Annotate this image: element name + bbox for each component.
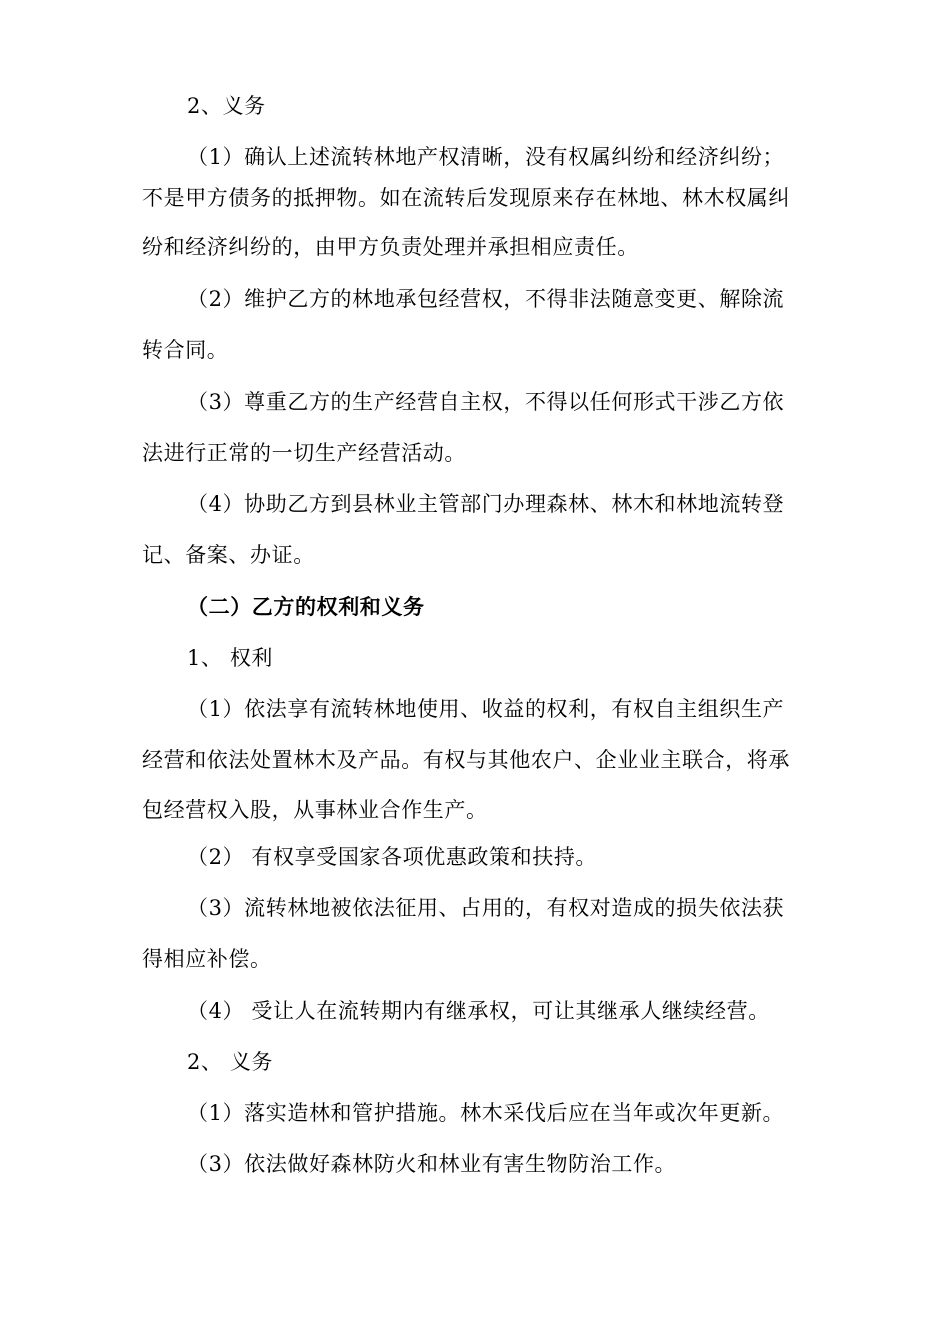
paragraph-line: 转合同。 [142,338,229,362]
section-heading-obligations: 2、义务 [187,94,266,118]
subsection-heading-obligations: 2、 义务 [187,1050,274,1074]
paragraph-line: （2） 有权享受国家各项优惠政策和扶持。 [187,845,598,869]
paragraph-line: （1）落实造林和管护措施。林木采伐后应在当年或次年更新。 [187,1101,785,1125]
section-heading-party-b: （二）乙方的权利和义务 [187,594,425,619]
paragraph-line: 法进行正常的一切生产经营活动。 [142,441,466,465]
paragraph-line: 包经营权入股，从事林业合作生产。 [142,798,488,822]
paragraph-line: 经营和依法处置林木及产品。有权与其他农户、企业业主联合，将承 [142,748,790,772]
paragraph-line: （3）流转林地被依法征用、占用的，有权对造成的损失依法获 [187,896,785,920]
paragraph-line: 不是甲方债务的抵押物。如在流转后发现原来存在林地、林木权属纠 [142,186,790,210]
paragraph-line: （1）确认上述流转林地产权清晰，没有权属纠纷和经济纠纷； [187,145,785,169]
paragraph-line: 得相应补偿。 [142,947,272,971]
paragraph-line: （4）协助乙方到县林业主管部门办理森林、林木和林地流转登 [187,492,785,516]
paragraph-line: （4） 受让人在流转期内有继承权，可让其继承人继续经营。 [187,999,770,1023]
paragraph-line: （2）维护乙方的林地承包经营权，不得非法随意变更、解除流 [187,287,785,311]
paragraph-line: （1）依法享有流转林地使用、收益的权利，有权自主组织生产 [187,697,785,721]
paragraph-line: 纷和经济纠纷的，由甲方负责处理并承担相应责任。 [142,235,639,259]
subsection-heading-rights: 1、 权利 [187,646,274,670]
paragraph-line: （3）尊重乙方的生产经营自主权，不得以任何形式干涉乙方依 [187,390,785,414]
paragraph-line: 记、备案、办证。 [142,543,315,567]
paragraph-line: （3）依法做好森林防火和林业有害生物防治工作。 [187,1152,677,1176]
